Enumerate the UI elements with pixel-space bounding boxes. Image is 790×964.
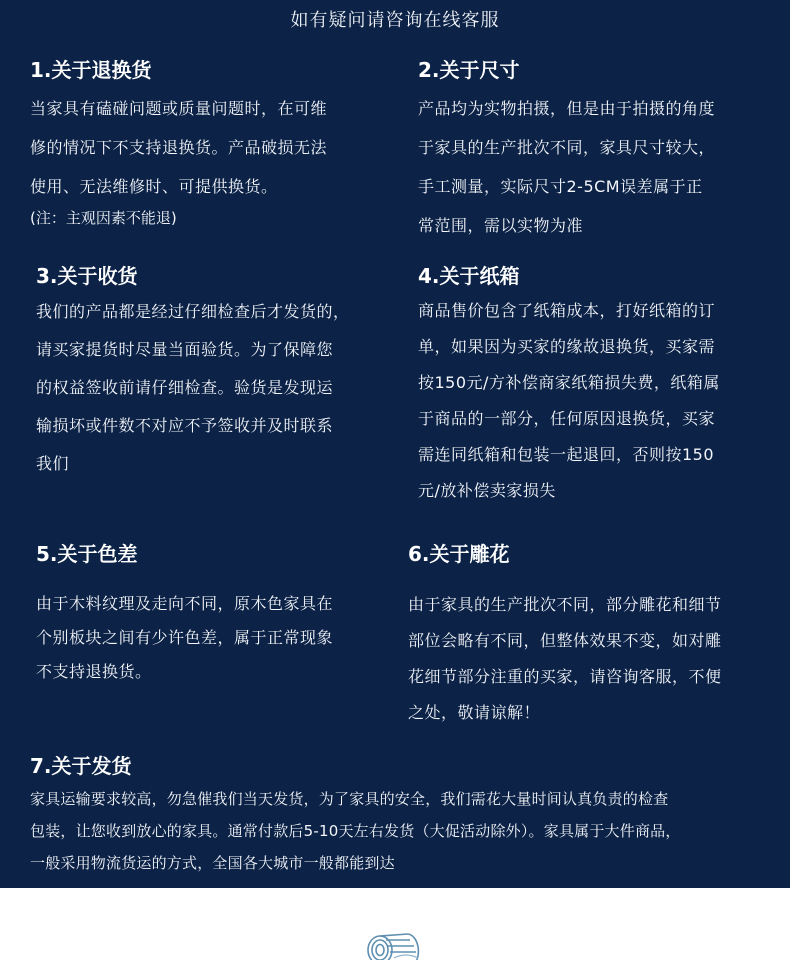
section-body: 我们的产品都是经过仔细检查后才发货的， 请买家提货时尽量当面验货。为了保障您 的权益签收前请仔细检查。验货是发现运 输损坏或件数不对应不予签收并及时联系 我们 <box>36 302 350 473</box>
section-body: 商品售价包含了纸箱成本，打好纸箱的订 单，如果因为买家的缘故退换货，买家需 按150元/方补偿商家纸箱损失费，纸箱属 于商品的一部分，任何原因退换货，买家 需连同纸箱和包装一起退回，否则按150 元/放补偿卖家损失 <box>418 301 720 500</box>
section-title: 5.关于色差 <box>36 542 138 566</box>
section-title: 1.关于退换货 <box>30 58 152 82</box>
section-body: 家具运输要求较高，勿急催我们当天发货，为了家具的安全，我们需花大量时间认真负责的检查 包装，让您收到放心的家具。通常付款后5-10天左右发货（大促活动除外）。家具属于大件商品， 一般采用物流货运的方式，全国各大城市一般都能到达 <box>30 790 681 872</box>
section-shipping <box>30 753 780 879</box>
consult-banner: 如有疑问请咨询在线客服 <box>290 10 500 31</box>
section-title: 6.关于雕花 <box>408 542 510 566</box>
section-note: (注：主观因素不能退) <box>30 209 177 227</box>
section-body: 产品均为实物拍摄，但是由于拍摄的角度 于家具的生产批次不同，家具尺寸较大， 手工测量，实际尺寸2-5CM误差属于正 常范围，需以实物为准 <box>418 99 716 235</box>
section-color-difference <box>36 541 400 689</box>
section-title: 3.关于收货 <box>36 264 138 288</box>
section-title: 2.关于尺寸 <box>418 58 520 82</box>
section-body: 由于家具的生产批次不同，部分雕花和细节 部位会略有不同，但整体效果不变，如对雕 花细节部分注重的买家，请咨询客服，不便 之处，敬请谅解！ <box>408 595 722 722</box>
wood-log-logo-icon <box>364 930 426 960</box>
section-title: 7.关于发货 <box>30 754 132 778</box>
section-body: 当家具有磕碰问题或质量问题时，在可维 修的情况下不支持退换货。产品破损无法 使用、无法维修时、可提供换货。 <box>30 99 328 196</box>
section-title: 4.关于纸箱 <box>418 264 520 288</box>
section-carton <box>418 263 778 509</box>
section-receiving <box>36 263 400 483</box>
section-size <box>418 57 778 245</box>
section-carving <box>408 541 784 731</box>
section-body: 由于木料纹理及走向不同，原木色家具在 个别板块之间有少许色差，属于正常现象 不支持退换货。 <box>36 594 334 681</box>
section-returns <box>30 57 400 230</box>
